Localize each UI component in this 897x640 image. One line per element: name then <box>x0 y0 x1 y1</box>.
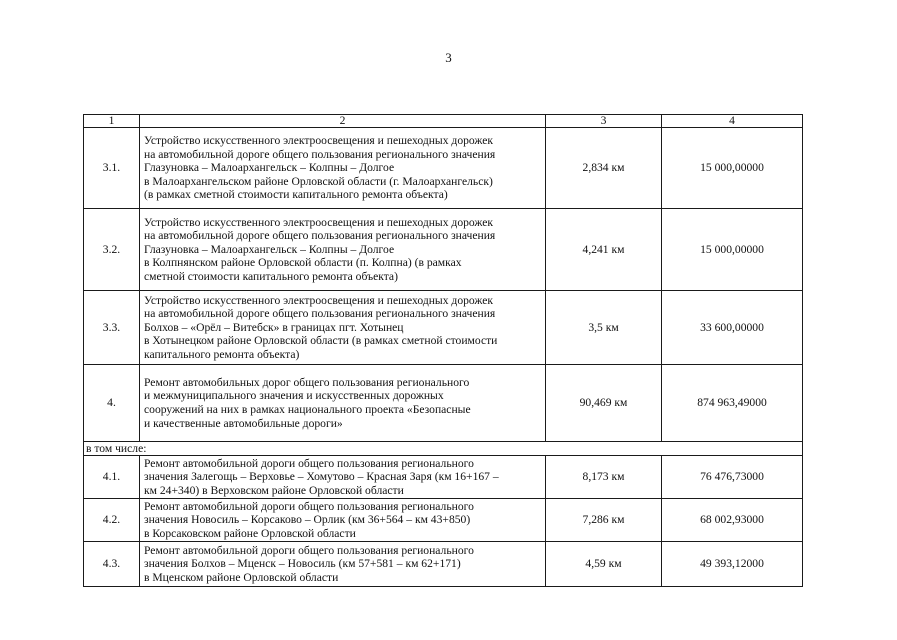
row-amount: 49 393,12000 <box>662 542 803 587</box>
works-table <box>83 114 803 587</box>
row-length: 4,241 км <box>546 209 662 291</box>
including-label: в том числе: <box>84 442 803 456</box>
column-number-4: 4 <box>662 115 803 128</box>
row-number: 4. <box>84 365 140 442</box>
row-description: Ремонт автомобильной дороги общего пользования регионального значения Залегощь – Верховье – Хомутово – Красная Заря (км 16+167 – км 24+340) в Верховском районе Орловской области <box>140 456 546 499</box>
row-number: 3.1. <box>84 128 140 209</box>
table-subheader-row <box>84 442 803 456</box>
column-number-2: 2 <box>140 115 546 128</box>
row-number: 4.1. <box>84 456 140 499</box>
table-header-row <box>84 115 803 128</box>
row-number: 4.3. <box>84 542 140 587</box>
column-number-3: 3 <box>546 115 662 128</box>
table-row <box>84 456 803 499</box>
row-number: 3.2. <box>84 209 140 291</box>
row-amount: 15 000,00000 <box>662 128 803 209</box>
column-number-1: 1 <box>84 115 140 128</box>
table-row <box>84 365 803 442</box>
row-length: 7,286 км <box>546 499 662 542</box>
row-number: 3.3. <box>84 291 140 365</box>
row-amount: 15 000,00000 <box>662 209 803 291</box>
page-number: 3 <box>445 50 452 65</box>
row-description: Устройство искусственного электроосвещения и пешеходных дорожек на автомобильной дороге общего пользования регионального значения Глазуновка – Малоархангельск – Колпны – Долгое в Колпнянском районе Орловской области (п. Колпна) (в рамках сметной стоимости капитального ремонта объекта) <box>140 209 546 291</box>
table-row <box>84 542 803 587</box>
table-row <box>84 209 803 291</box>
row-amount: 874 963,49000 <box>662 365 803 442</box>
row-description: Устройство искусственного электроосвещения и пешеходных дорожек на автомобильной дороге общего пользования регионального значения Болхов – «Орёл – Витебск» в границах пгт. Хотынец в Хотынецком районе Орловской области (в рамках сметной стоимости капитального ремонта объекта) <box>140 291 546 365</box>
table-row <box>84 128 803 209</box>
row-length: 2,834 км <box>546 128 662 209</box>
row-length: 3,5 км <box>546 291 662 365</box>
row-description: Устройство искусственного электроосвещения и пешеходных дорожек на автомобильной дороге общего пользования регионального значения Глазуновка – Малоархангельск – Колпны – Долгое в Малоархангельском районе Орловской области (г. Малоархангельск) (в рамках сметной стоимости капитального ремонта объекта) <box>140 128 546 209</box>
row-description: Ремонт автомобильной дороги общего пользования регионального значения Болхов – Мценск – Новосиль (км 57+581 – км 62+171) в Мценском районе Орловской области <box>140 542 546 587</box>
row-length: 8,173 км <box>546 456 662 499</box>
row-description: Ремонт автомобильной дороги общего пользования регионального значения Новосиль – Корсаково – Орлик (км 36+564 – км 43+850) в Корсаковском районе Орловской области <box>140 499 546 542</box>
row-amount: 76 476,73000 <box>662 456 803 499</box>
row-amount: 68 002,93000 <box>662 499 803 542</box>
row-length: 90,469 км <box>546 365 662 442</box>
row-description: Ремонт автомобильных дорог общего пользования регионального и межмуниципального значения и искусственных дорожных сооружений на них в рамках национального проекта «Безопасные и качественные автомобильные дороги» <box>140 365 546 442</box>
table-row <box>84 499 803 542</box>
row-length: 4,59 км <box>546 542 662 587</box>
row-amount: 33 600,00000 <box>662 291 803 365</box>
row-number: 4.2. <box>84 499 140 542</box>
table-row <box>84 291 803 365</box>
